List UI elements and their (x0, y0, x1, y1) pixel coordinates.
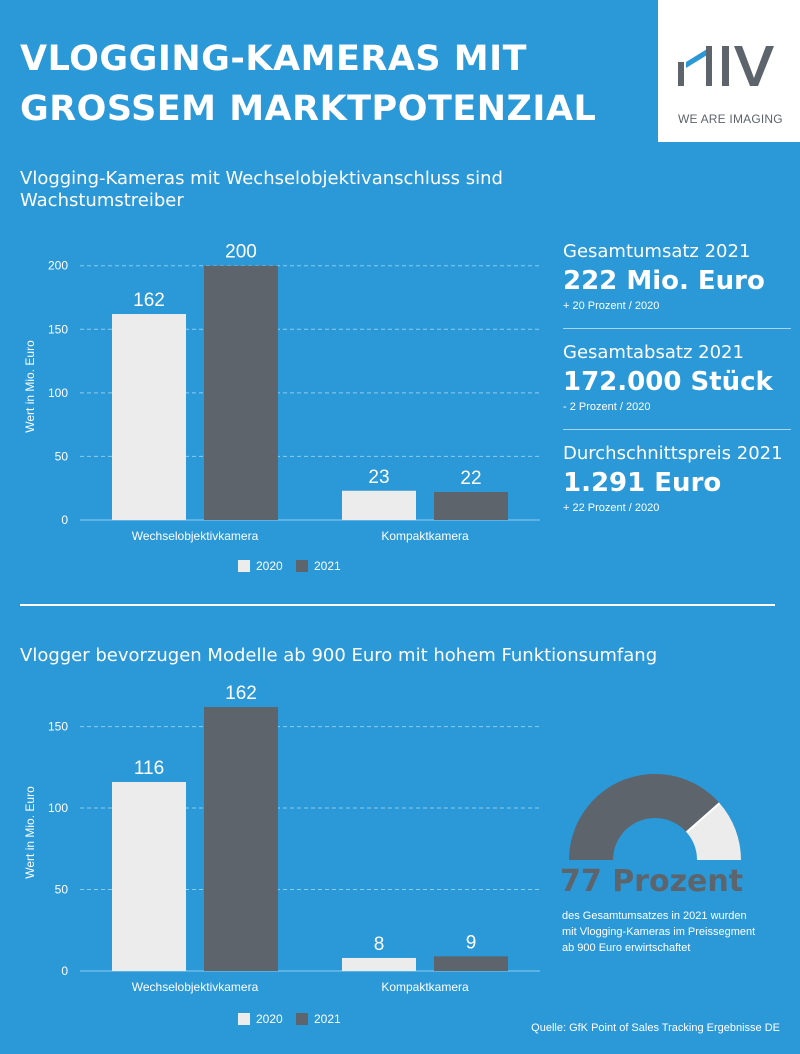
share-gauge (560, 772, 750, 864)
legend-label: 2020 (256, 1012, 283, 1026)
y-tick-label: 150 (47, 322, 68, 337)
piv-logo-mark (676, 40, 780, 92)
bar-2020-Wechselobjektivkamera (112, 314, 186, 520)
bar-value-label: 162 (133, 290, 165, 312)
bar-2021-Kompaktkamera (434, 492, 508, 520)
bar-value-label: 8 (373, 933, 385, 955)
gauge-description: des Gesamtumsatzes in 2021 wurden mit Vlogging-Kameras im Preissegment ab 900 Euro erwirtschaftet (562, 910, 756, 954)
bar-value-label: 200 (225, 241, 257, 263)
kpi-label: Durchschnittspreis 2021 (563, 443, 783, 464)
bar-2021-Kompaktkamera (434, 956, 508, 971)
page-title-line-1: VLOGGING-KAMERAS MIT (20, 39, 528, 79)
y-axis-label: Wert in Mio. Euro (23, 340, 37, 433)
page-title-line-2: GROSSEM MARKTPOTENZIAL (20, 89, 597, 129)
kpi-total-units (563, 341, 791, 430)
x-tick-label: Wechselobjektivkamera (131, 980, 259, 994)
chart1-title (20, 168, 503, 212)
kpi-average-price (563, 442, 791, 530)
chart1-title-line-1: Vlogging-Kameras mit Wechselobjektivanschluss sind (20, 168, 503, 189)
bar-value-label: 116 (133, 757, 165, 779)
legend-label: 2020 (256, 559, 283, 573)
source-note: Quelle: GfK Point of Sales Tracking Ergebnisse DE (531, 1022, 780, 1034)
legend-label: 2021 (314, 559, 341, 573)
y-tick-label: 150 (47, 719, 68, 734)
legend-swatch (238, 1013, 250, 1025)
piv-logo (658, 0, 800, 142)
chart2-price-segment (0, 675, 550, 1035)
bar-2020-Kompaktkamera (342, 491, 416, 520)
bar-value-label: 22 (460, 468, 482, 490)
legend-label: 2021 (314, 1012, 341, 1026)
y-axis-label: Wert in Mio. Euro (23, 786, 37, 879)
legend-swatch (296, 560, 308, 572)
kpi-total-revenue (563, 240, 791, 329)
kpi-panel (563, 238, 791, 542)
kpi-value: 222 Mio. Euro (563, 266, 765, 296)
kpi-value: 172.000 Stück (563, 367, 773, 397)
legend-swatch (238, 560, 250, 572)
kpi-label: Gesamtabsatz 2021 (563, 342, 744, 363)
y-tick-label: 50 (54, 449, 68, 464)
y-tick-label: 0 (61, 513, 68, 527)
bar-2020-Kompaktkamera (342, 958, 416, 971)
kpi-change: + 20 Prozent / 2020 (563, 300, 660, 312)
y-tick-label: 100 (47, 801, 68, 816)
bar-2021-Wechselobjektivkamera (204, 707, 278, 971)
y-tick-label: 0 (61, 964, 68, 978)
x-tick-label: Wechselobjektivkamera (131, 529, 259, 543)
chart2-title (20, 645, 657, 667)
kpi-label: Gesamtumsatz 2021 (563, 241, 751, 262)
gauge-value: 77 Prozent (560, 864, 744, 899)
kpi-change: - 2 Prozent / 2020 (563, 401, 651, 413)
x-tick-label: Kompaktkamera (381, 980, 469, 994)
kpi-value: 1.291 Euro (563, 468, 722, 498)
y-tick-label: 200 (47, 258, 68, 273)
page-title (20, 34, 640, 134)
bar-value-label: 162 (225, 683, 257, 705)
x-tick-label: Kompaktkamera (381, 529, 469, 543)
chart1-title-line-2: Wachstumstreiber (20, 190, 184, 211)
bar-value-label: 23 (368, 466, 390, 488)
y-tick-label: 50 (54, 882, 68, 897)
section-divider (20, 604, 775, 606)
y-tick-label: 100 (47, 385, 68, 400)
legend-swatch (296, 1013, 308, 1025)
chart1-growth-drivers (0, 225, 550, 590)
chart2-title-line-1: Vlogger bevorzugen Modelle ab 900 Euro mit hohem Funktionsumfang (20, 645, 658, 666)
bar-2021-Wechselobjektivkamera (204, 266, 278, 520)
kpi-change: + 22 Prozent / 2020 (563, 502, 660, 514)
bar-2020-Wechselobjektivkamera (112, 782, 186, 971)
logo-tagline: WE ARE IMAGING (678, 112, 783, 126)
bar-value-label: 9 (465, 932, 477, 954)
